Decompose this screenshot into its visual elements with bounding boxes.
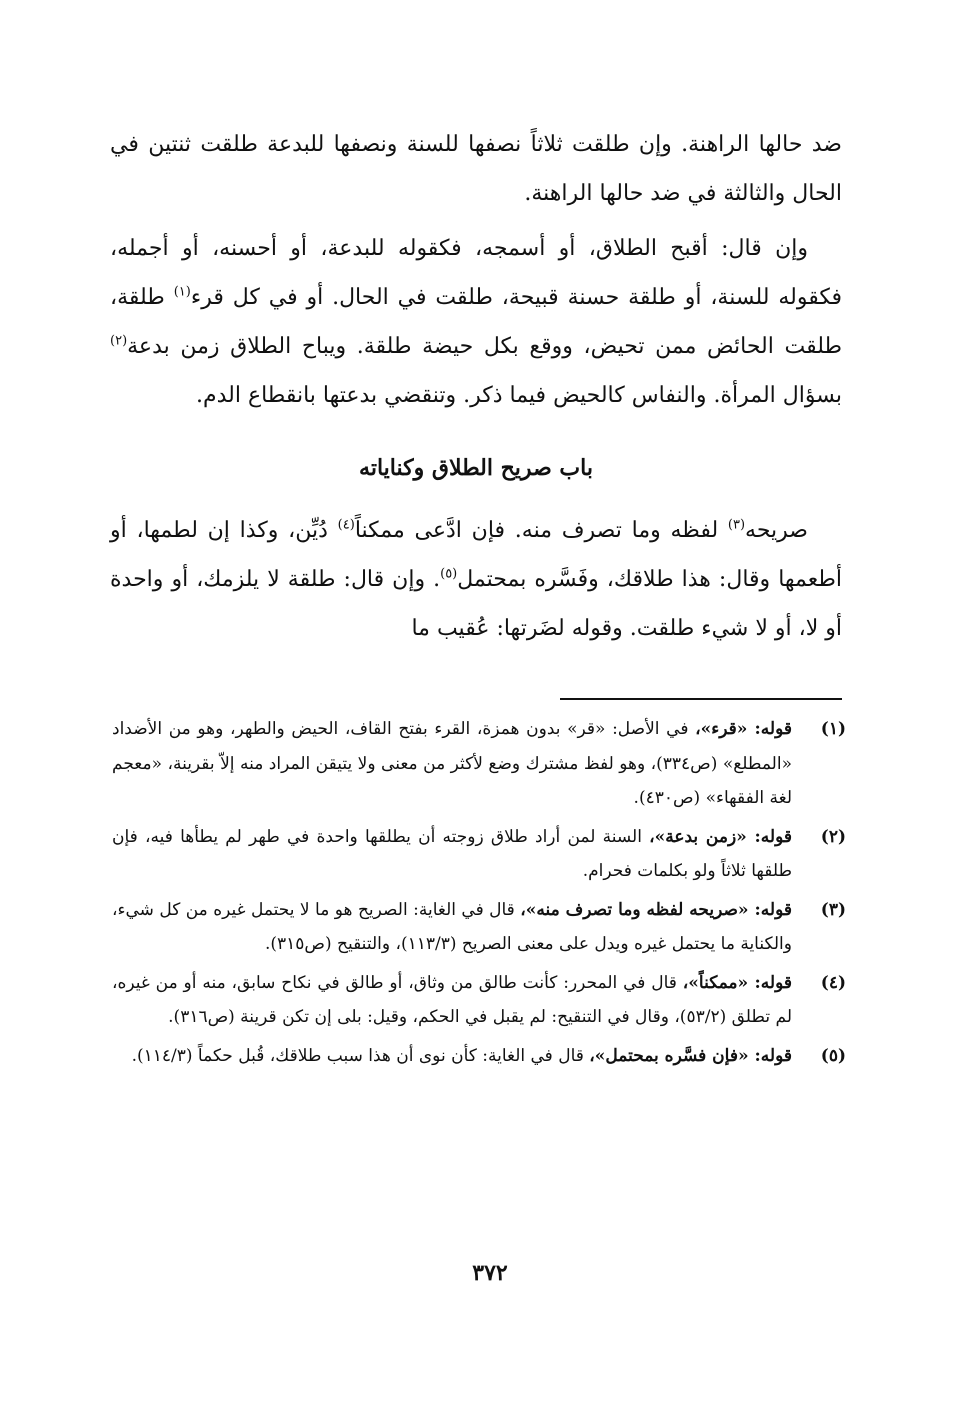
footnote-label: قوله: «قرء»، [695,719,792,739]
footnote-4 [112,966,846,1035]
footnote-text: قال في الغاية: الصريح هو ما لا يحتمل غيره من كل شيء، والكناية ما يحتمل غيره ويدل على معنى الصريح (١١٣/٣)، والتنقيح (ص٣١٥). [112,899,792,954]
footnote-2 [112,820,846,889]
paragraph-3 [110,506,842,653]
paragraph-1: ضد حالها الراهنة. وإن طلقت ثلاثاً نصفها للسنة ونصفها للبدعة طلقت ثنتين في الحال والثالثة في ضد حالها الراهنة. [110,132,842,206]
footnote-number: (٣) [820,899,846,920]
section-heading: باب صريح الطلاق وكناياته [359,455,593,481]
paragraph-3-part-c: دُيِّن، وكذا إن لطمها، أو أطعمها وقال: هذا طلاقك، وفَسَّره بمحتمل [110,518,842,592]
footnote-ref-1[interactable]: (١) [173,284,191,300]
footnote-label: قوله: «فإن فسَّره بمحتمل»، [589,1045,792,1066]
paragraph-2-part-b: طلقة، طلقت الحائض ممن تحيض، ووقع بكل حيضة طلقة. ويباح الطلاق زمن بدعة [110,285,842,359]
paragraph-3-part-d: . وإن قال: طلقة لا يلزمك، أو واحدة أو لا، أو لا شيء طلقت. وقوله لضَرتها: عُقيب ما [110,567,842,641]
paragraph-2 [110,224,842,420]
footnotes [112,712,846,1077]
footnote-number: (٤) [820,972,846,993]
footnote-text: قال في الغاية: كأن نوى أن هذا سبب طلاقك، قُبل حكماً (١١٤/٣). [131,1045,590,1066]
footnote-text: السنة لمن أراد طلاق زوجته أن يطلقها واحدة في طهر لم يطأها فيه، فإن طلقها ثلاثاً ولو بكلمات فحرام. [112,826,792,881]
paragraph-3-part-b: لفظه وما تصرف منه. فإن ادَّعى ممكناً [354,518,728,543]
footnote-label: قوله: «زمن بدعة»، [649,826,792,847]
footnote-ref-5[interactable]: (٥) [440,566,458,582]
footnote-label: قوله: «ممكناً»، [682,972,792,993]
footnote-ref-2[interactable]: (٢) [110,333,128,349]
paragraph-3-part-a: صريحه [745,518,808,543]
footnote-text: قال في المحرر: كأنت طالق من وثاق، أو طالق في نكاح سابق، منه أو من غيره، لم تطلق (٥٣/٢)، وقال في التنقيح: لم يقبل في الحكم، وقيل: بلى إن تكن قرينة (ص٣١٦). [112,972,792,1027]
paragraph-2-part-c: بسؤال المرأة. والنفاس كالحيض فيما ذكر. وتنقضي بدعتها بانقطاع الدم. [195,383,842,408]
main-text [110,120,842,653]
footnote-1 [112,712,846,816]
footnote-3 [112,893,846,962]
footnote-text: في الأصل: «قر» بدون همزة، القرء بفتح القاف، الحيض والطهر، وهو من الأضداد «المطلع» (ص٣٣٤)، وهو لفظ مشترك وضع لأكثر من معنى ولا يتيقن المراد منه إلاّ بقرينة، «معجم لغة الفقهاء» (ص٤٣٠). [112,719,792,808]
footnote-label: قوله: «صريحه لفظه وما تصرف منه»، [520,899,792,920]
paragraph-2-part-a: وإن قال: أقبح الطلاق، أو أسمجه، فكقوله للبدعة، أو أحسنه، أو أجمله، فكقوله للسنة، أو طلقة حسنة قبيحة، طلقت في الحال. أو في كل قرء [110,236,842,310]
footnote-separator [560,698,842,700]
footnote-number: (٥) [820,1045,846,1066]
footnote-ref-3[interactable]: (٣) [727,517,746,533]
footnote-ref-4[interactable]: (٤) [337,517,355,533]
footnote-number: (٢) [820,826,846,847]
page-number: ٣٧٢ [472,1260,508,1286]
footnote-number: (١) [820,719,846,739]
footnote-5 [112,1039,846,1074]
